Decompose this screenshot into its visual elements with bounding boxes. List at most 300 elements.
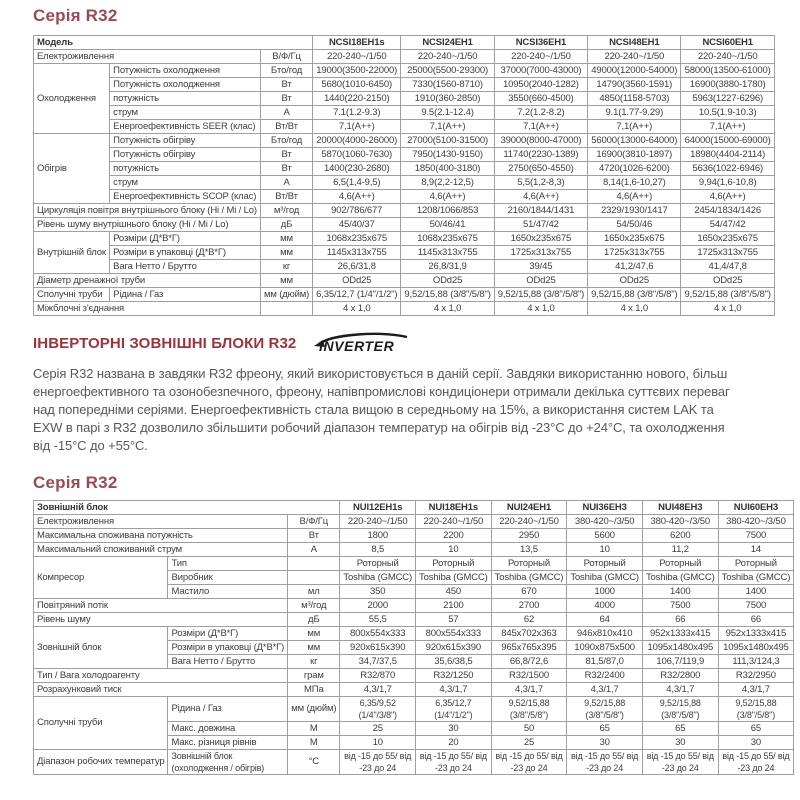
- table-row: [34, 697, 794, 722]
- value-cell: 4 x 1,0: [588, 302, 681, 316]
- value-cell: 81,5/87,0: [567, 655, 643, 669]
- value-cell: мм: [260, 232, 312, 246]
- value-cell: 1650x235x675: [681, 232, 774, 246]
- value-cell: 220-240~/1/50: [340, 515, 416, 529]
- value-cell: Вт/Вт: [260, 120, 312, 134]
- value-cell: 34,7/37,5: [340, 655, 416, 669]
- value-cell: R32/2400: [567, 669, 643, 683]
- value-cell: 4,3/1,7: [567, 683, 643, 697]
- table-row: [34, 176, 775, 190]
- value-cell: 6,5(1,4-9,5): [313, 176, 401, 190]
- spec-label-cell: Рівень шуму: [34, 613, 288, 627]
- model-header-cell: NUI12EH1s: [340, 501, 416, 515]
- value-cell: 2200: [416, 529, 492, 543]
- table-row: [34, 64, 775, 78]
- value-cell: 16900(3810-1897): [588, 148, 681, 162]
- value-cell: 1068x235x675: [401, 232, 494, 246]
- value-cell: 4850(1158-5703): [588, 92, 681, 106]
- model-header-cell: NCSI60EH1: [681, 36, 774, 50]
- value-cell: 1800: [340, 529, 416, 543]
- spec-label-cell: Рівень шуму внутрішнього блоку (Hi / Mi / Lo): [34, 218, 261, 232]
- value-cell: 1650x235x675: [494, 232, 587, 246]
- value-cell: Toshiba (GMCC): [340, 571, 416, 585]
- value-cell: 9,52/15,88 (3/8"/5/8"): [567, 697, 643, 722]
- value-cell: 2000: [340, 599, 416, 613]
- value-cell: 64: [567, 613, 643, 627]
- spec-label-cell: Електроживлення: [34, 515, 288, 529]
- model-header-cell: Зовнішній блок: [34, 501, 340, 515]
- value-cell: 4 x 1,0: [494, 302, 587, 316]
- spec-label-cell: Потужність обігріву: [110, 134, 261, 148]
- value-cell: 54/50/46: [588, 218, 681, 232]
- value-cell: 4 x 1,0: [401, 302, 494, 316]
- table-row: [34, 669, 794, 683]
- table-row: [34, 529, 794, 543]
- value-cell: мл: [288, 585, 340, 599]
- description-paragraph: Серія R32 названа в завдяки R32 фреону, який використовується в даній серії. Завдяки використанню нового, більш енергоефективного та озонобезпечного, фреону, напівпромислові кондиціонери отримали декілька суттєвих переваг над попередніми серіями. Енергоефективність стала вищою в середньому на 15%, а використання систем LAK та EXW в парі з R32 дозволило збільшити робочий діапазон температур на обігрів від -23°С до +24°С, та охолодження від -15°С до +55°С.: [33, 366, 730, 453]
- value-cell: R32/870: [340, 669, 416, 683]
- value-cell: 4,3/1,7: [416, 683, 492, 697]
- value-cell: грам: [288, 669, 340, 683]
- model-header-cell: NUI60EH3: [718, 501, 794, 515]
- value-cell: 10.5(1.9-10.3): [681, 106, 774, 120]
- value-cell: Бто/год: [260, 134, 312, 148]
- value-cell: 7950(1430-9150): [401, 148, 494, 162]
- table-row: [34, 78, 775, 92]
- value-cell: 20: [416, 736, 492, 750]
- spec-label-cell: струм: [110, 106, 261, 120]
- value-cell: 7330(1560-8710): [401, 78, 494, 92]
- value-cell: 58000(13500-61000): [681, 64, 774, 78]
- value-cell: Бто/год: [260, 64, 312, 78]
- value-cell: 54/47/42: [681, 218, 774, 232]
- value-cell: 2100: [416, 599, 492, 613]
- spec-label-cell: Виробник: [168, 571, 288, 585]
- value-cell: 6,35/9,52 (1/4"/3/8"): [340, 697, 416, 722]
- value-cell: 7,1(A++): [588, 120, 681, 134]
- value-cell: 30: [642, 736, 718, 750]
- value-cell: 8,9(2,2-12,5): [401, 176, 494, 190]
- spec-label-cell: Вага Нетто / Брутто: [168, 655, 288, 669]
- value-cell: 10: [416, 543, 492, 557]
- value-cell: мм: [260, 274, 312, 288]
- spec-label-cell: Розміри в упаковці (Д*В*Г): [168, 641, 288, 655]
- value-cell: 25: [340, 722, 416, 736]
- value-cell: 9,52/15,88 (3/8"/5/8"): [681, 288, 774, 302]
- value-cell: 220-240~/1/50: [681, 50, 774, 64]
- table-row: [34, 50, 775, 64]
- value-cell: Вт: [260, 92, 312, 106]
- series-title-top: Серія R32: [33, 6, 118, 25]
- value-cell: 37000(7000-43000): [494, 64, 587, 78]
- value-cell: 952x1333x415: [642, 627, 718, 641]
- table-row: [34, 120, 775, 134]
- value-cell: 1090x875x500: [567, 641, 643, 655]
- value-cell: від -15 до 55/ від -23 до 24: [416, 750, 492, 775]
- value-cell: від -15 до 55/ від -23 до 24: [491, 750, 567, 775]
- spec-label-cell: Потужність обігріву: [110, 148, 261, 162]
- value-cell: 1400(230-2680): [313, 162, 401, 176]
- value-cell: 51/47/42: [494, 218, 587, 232]
- value-cell: Роторный: [416, 557, 492, 571]
- value-cell: В/Ф/Гц: [260, 50, 312, 64]
- model-header-cell: NUI24EH1: [491, 501, 567, 515]
- value-cell: 65: [642, 722, 718, 736]
- inverter-heading-row: [33, 331, 769, 355]
- value-cell: 10: [567, 543, 643, 557]
- value-cell: 14: [718, 543, 794, 557]
- value-cell: 7500: [642, 599, 718, 613]
- value-cell: Роторный: [491, 557, 567, 571]
- spec-label-cell: Вага Нетто / Брутто: [110, 260, 261, 274]
- value-cell: Роторный: [642, 557, 718, 571]
- value-cell: 13,5: [491, 543, 567, 557]
- table-row: [34, 162, 775, 176]
- value-cell: 56000(13000-64000): [588, 134, 681, 148]
- value-cell: Вт: [260, 162, 312, 176]
- value-cell: 9,52/15,88 (3/8"/5/8"): [401, 288, 494, 302]
- value-cell: 965x765x395: [491, 641, 567, 655]
- table-row: [34, 557, 794, 571]
- value-cell: 41,4/47,8: [681, 260, 774, 274]
- spec-label-cell: Розміри (Д*В*Г): [168, 627, 288, 641]
- value-cell: 50/46/41: [401, 218, 494, 232]
- value-cell: м³/год: [260, 204, 312, 218]
- value-cell: 4,3/1,7: [340, 683, 416, 697]
- value-cell: 55,5: [340, 613, 416, 627]
- value-cell: 25: [491, 736, 567, 750]
- value-cell: 6,35/12,7 (1/4"/1/2"): [313, 288, 401, 302]
- value-cell: 66: [642, 613, 718, 627]
- value-cell: 1095x1480x495: [642, 641, 718, 655]
- spec-label-cell: Потужність охолодження: [110, 78, 261, 92]
- value-cell: 380-420~/3/50: [567, 515, 643, 529]
- value-cell: 9,94(1,6-10,8): [681, 176, 774, 190]
- value-cell: 902/786/677: [313, 204, 401, 218]
- value-cell: 1400: [718, 585, 794, 599]
- spec-label-cell: Рідина / Газ: [110, 288, 261, 302]
- table-row: [34, 190, 775, 204]
- value-cell: 6200: [642, 529, 718, 543]
- value-cell: 4,6(A++): [401, 190, 494, 204]
- value-cell: мм: [288, 641, 340, 655]
- inverter-logo: [312, 331, 410, 355]
- value-cell: 62: [491, 613, 567, 627]
- value-cell: 16900(3880-1780): [681, 78, 774, 92]
- value-cell: 7500: [718, 599, 794, 613]
- value-cell: 1850(400-3180): [401, 162, 494, 176]
- value-cell: R32/2800: [642, 669, 718, 683]
- value-cell: ODd25: [313, 274, 401, 288]
- value-cell: А: [260, 106, 312, 120]
- value-cell: М: [288, 736, 340, 750]
- value-cell: 19000(3500-22000): [313, 64, 401, 78]
- value-cell: 14790(3560-1591): [588, 78, 681, 92]
- value-cell: Toshiba (GMCC): [642, 571, 718, 585]
- value-cell: 380-420~/3/50: [642, 515, 718, 529]
- value-cell: 65: [718, 722, 794, 736]
- value-cell: мм: [288, 627, 340, 641]
- value-cell: 11740(2230-1389): [494, 148, 587, 162]
- table-row: [34, 750, 794, 775]
- value-cell: 4000: [567, 599, 643, 613]
- value-cell: 66: [718, 613, 794, 627]
- value-cell: 2160/1844/1431: [494, 204, 587, 218]
- table-row: [34, 599, 794, 613]
- inverter-logo-text: INVERTER: [319, 338, 395, 354]
- indoor-spec-table: [33, 35, 775, 316]
- spec-label-cell: Повітряний потік: [34, 599, 288, 613]
- value-cell: 25000(5500-29300): [401, 64, 494, 78]
- table-row: [34, 232, 775, 246]
- value-cell: 30: [718, 736, 794, 750]
- spec-label-cell: Діапазон робочих температур: [34, 750, 168, 775]
- value-cell: 5963(1227-6296): [681, 92, 774, 106]
- value-cell: 35,6/38,5: [416, 655, 492, 669]
- value-cell: 7,1(A++): [681, 120, 774, 134]
- value-cell: Toshiba (GMCC): [491, 571, 567, 585]
- value-cell: Вт: [288, 529, 340, 543]
- value-cell: 920x615x390: [416, 641, 492, 655]
- spec-label-cell: Циркуляція повітря внутрішнього блоку (Hi / Mi / Lo): [34, 204, 261, 218]
- value-cell: 9,52/15,88 (3/8"/5/8"): [494, 288, 587, 302]
- value-cell: Роторный: [718, 557, 794, 571]
- value-cell: 4,3/1,7: [642, 683, 718, 697]
- value-cell: Вт: [260, 148, 312, 162]
- value-cell: 1725x313x755: [494, 246, 587, 260]
- value-cell: 2950: [491, 529, 567, 543]
- table-row: [34, 501, 794, 515]
- value-cell: мм: [260, 246, 312, 260]
- spec-label-cell: Максимальний споживаний струм: [34, 543, 288, 557]
- spec-label-cell: Розміри в упаковці (Д*В*Г): [110, 246, 261, 260]
- value-cell: 4,6(A++): [681, 190, 774, 204]
- value-cell: від -15 до 55/ від -23 до 24: [567, 750, 643, 775]
- value-cell: 450: [416, 585, 492, 599]
- value-cell: 2329/1930/1417: [588, 204, 681, 218]
- value-cell: 30: [567, 736, 643, 750]
- table-row: [34, 148, 775, 162]
- value-cell: 1145x313x755: [401, 246, 494, 260]
- table-row: [34, 288, 775, 302]
- value-cell: 7500: [718, 529, 794, 543]
- value-cell: 380-420~/3/50: [718, 515, 794, 529]
- value-cell: м³/год: [288, 599, 340, 613]
- table-row: [34, 92, 775, 106]
- value-cell: дБ: [260, 218, 312, 232]
- value-cell: 111,3/124,3: [718, 655, 794, 669]
- value-cell: 2700: [491, 599, 567, 613]
- value-cell: 5870(1060-7630): [313, 148, 401, 162]
- value-cell: 1725x313x755: [588, 246, 681, 260]
- value-cell: Вт: [260, 78, 312, 92]
- value-cell: 30: [416, 722, 492, 736]
- value-cell: 800x554x333: [340, 627, 416, 641]
- value-cell: 1400: [642, 585, 718, 599]
- table-row: [34, 134, 775, 148]
- value-cell: дБ: [288, 613, 340, 627]
- table-row: [34, 627, 794, 641]
- value-cell: 920x615x390: [340, 641, 416, 655]
- value-cell: А: [288, 543, 340, 557]
- value-cell: 946x810x410: [567, 627, 643, 641]
- value-cell: 1440(220-2150): [313, 92, 401, 106]
- spec-label-cell: Міжблочні з'єднання: [34, 302, 261, 316]
- value-cell: [260, 302, 312, 316]
- value-cell: ODd25: [681, 274, 774, 288]
- value-cell: ODd25: [494, 274, 587, 288]
- value-cell: 41,2/47,6: [588, 260, 681, 274]
- value-cell: 11,2: [642, 543, 718, 557]
- table-row: [34, 260, 775, 274]
- spec-label-cell: Потужність охолодження: [110, 64, 261, 78]
- table-row: [34, 302, 775, 316]
- spec-label-cell: Макс. довжина: [168, 722, 288, 736]
- value-cell: 5680(1010-6450): [313, 78, 401, 92]
- value-cell: 1208/1066/853: [401, 204, 494, 218]
- spec-label-cell: струм: [110, 176, 261, 190]
- value-cell: 670: [491, 585, 567, 599]
- value-cell: 952x1333x415: [718, 627, 794, 641]
- value-cell: 9,52/15,88 (3/8"/5/8"): [491, 697, 567, 722]
- spec-label-cell: Компресор: [34, 557, 168, 599]
- table-row: [34, 246, 775, 260]
- model-header-cell: NCSI24EH1: [401, 36, 494, 50]
- spec-label-cell: Охолодження: [34, 64, 110, 134]
- value-cell: Toshiba (GMCC): [718, 571, 794, 585]
- value-cell: Toshiba (GMCC): [567, 571, 643, 585]
- value-cell: 8,5: [340, 543, 416, 557]
- table-row: [34, 683, 794, 697]
- value-cell: 220-240~/1/50: [416, 515, 492, 529]
- value-cell: Роторный: [340, 557, 416, 571]
- value-cell: 9.1(1.77-9.29): [588, 106, 681, 120]
- value-cell: 39000(8000-47000): [494, 134, 587, 148]
- value-cell: від -15 до 55/ від -23 до 24: [340, 750, 416, 775]
- value-cell: 3550(660-4500): [494, 92, 587, 106]
- table-row: [34, 515, 794, 529]
- value-cell: R32/1500: [491, 669, 567, 683]
- value-cell: Вт/Вт: [260, 190, 312, 204]
- value-cell: 65: [567, 722, 643, 736]
- spec-label-cell: Зовнішній блок (охолодження / обігрів): [168, 750, 288, 775]
- value-cell: 1000: [567, 585, 643, 599]
- spec-label-cell: Розрахунковий тиск: [34, 683, 288, 697]
- value-cell: 1725x313x755: [681, 246, 774, 260]
- series-title-bottom: Серія R32: [33, 473, 118, 492]
- spec-label-cell: Тип: [168, 557, 288, 571]
- value-cell: 845x702x363: [491, 627, 567, 641]
- value-cell: 4 x 1,0: [681, 302, 774, 316]
- value-cell: 4 x 1,0: [313, 302, 401, 316]
- table-row: [34, 204, 775, 218]
- value-cell: 220-240~/1/50: [401, 50, 494, 64]
- value-cell: 2454/1834/1426: [681, 204, 774, 218]
- value-cell: 49000(12000-54000): [588, 64, 681, 78]
- value-cell: 10950(2040-1282): [494, 78, 587, 92]
- value-cell: 9,52/15,88 (3/8"/5/8"): [642, 697, 718, 722]
- model-header-cell: NUI48EH3: [642, 501, 718, 515]
- value-cell: 64000(15000-69000): [681, 134, 774, 148]
- value-cell: 5636(1022-6946): [681, 162, 774, 176]
- inverter-heading: ІНВЕРТОРНІ ЗОВНІШНІ БЛОКИ R32: [33, 334, 297, 352]
- outdoor-spec-table: [33, 500, 794, 775]
- value-cell: 7.2(1.2-8.2): [494, 106, 587, 120]
- value-cell: 7,1(A++): [494, 120, 587, 134]
- value-cell: 220-240~/1/50: [491, 515, 567, 529]
- value-cell: 8,14(1,6-10,27): [588, 176, 681, 190]
- spec-label-cell: Тип / Вага холодоагенту: [34, 669, 288, 683]
- value-cell: [288, 557, 340, 571]
- value-cell: кг: [260, 260, 312, 274]
- value-cell: 9,52/15,88 (3/8"/5/8"): [718, 697, 794, 722]
- value-cell: 4,6(A++): [313, 190, 401, 204]
- spec-label-cell: Енергоефективність SCOP (клас): [110, 190, 261, 204]
- spec-label-cell: Внутрішній блок: [34, 232, 110, 274]
- spec-label-cell: Розміри (Д*В*Г): [110, 232, 261, 246]
- value-cell: ODd25: [401, 274, 494, 288]
- value-cell: 10: [340, 736, 416, 750]
- value-cell: мм (дюйм): [260, 288, 312, 302]
- value-cell: кг: [288, 655, 340, 669]
- model-header-cell: NUI36EH3: [567, 501, 643, 515]
- value-cell: 800x554x333: [416, 627, 492, 641]
- spec-label-cell: Сполучні труби: [34, 288, 110, 302]
- table-row: [34, 543, 794, 557]
- value-cell: 45/40/37: [313, 218, 401, 232]
- value-cell: 9.5(2.1-12.4): [401, 106, 494, 120]
- value-cell: 1145x313x755: [313, 246, 401, 260]
- value-cell: 2750(650-4550): [494, 162, 587, 176]
- value-cell: 106,7/119,9: [642, 655, 718, 669]
- value-cell: °С: [288, 750, 340, 775]
- table-row: [34, 36, 775, 50]
- value-cell: 4,3/1,7: [491, 683, 567, 697]
- value-cell: 1068x235x675: [313, 232, 401, 246]
- table-row: [34, 274, 775, 288]
- value-cell: 1095x1480x495: [718, 641, 794, 655]
- value-cell: 27000(5100-31500): [401, 134, 494, 148]
- value-cell: 5,5(1,2-8,3): [494, 176, 587, 190]
- model-header-cell: NCSI18EH1s: [313, 36, 401, 50]
- spec-label-cell: Максимальна споживана потужність: [34, 529, 288, 543]
- value-cell: 220-240~/1/50: [588, 50, 681, 64]
- model-header-cell: NUI18EH1s: [416, 501, 492, 515]
- spec-label-cell: Електроживлення: [34, 50, 261, 64]
- value-cell: 26,6/31,8: [313, 260, 401, 274]
- model-header-cell: Модель: [34, 36, 313, 50]
- spec-label-cell: Сполучні труби: [34, 697, 168, 750]
- model-header-cell: NCSI48EH1: [588, 36, 681, 50]
- value-cell: А: [260, 176, 312, 190]
- value-cell: від -15 до 55/ від -23 до 24: [718, 750, 794, 775]
- value-cell: Роторный: [567, 557, 643, 571]
- table-row: [34, 613, 794, 627]
- table-row: [34, 218, 775, 232]
- table-row: [34, 106, 775, 120]
- value-cell: R32/2950: [718, 669, 794, 683]
- value-cell: 66,8/72,6: [491, 655, 567, 669]
- value-cell: 9,52/15,88 (3/8"/5/8"): [588, 288, 681, 302]
- value-cell: МПа: [288, 683, 340, 697]
- value-cell: 1910(360-2850): [401, 92, 494, 106]
- spec-label-cell: Рідина / Газ: [168, 697, 288, 722]
- value-cell: ODd25: [588, 274, 681, 288]
- value-cell: 18980(4404-2114): [681, 148, 774, 162]
- value-cell: 7,1(A++): [313, 120, 401, 134]
- value-cell: 4,3/1,7: [718, 683, 794, 697]
- value-cell: 6,35/12,7 (1/4"/1/2"): [416, 697, 492, 722]
